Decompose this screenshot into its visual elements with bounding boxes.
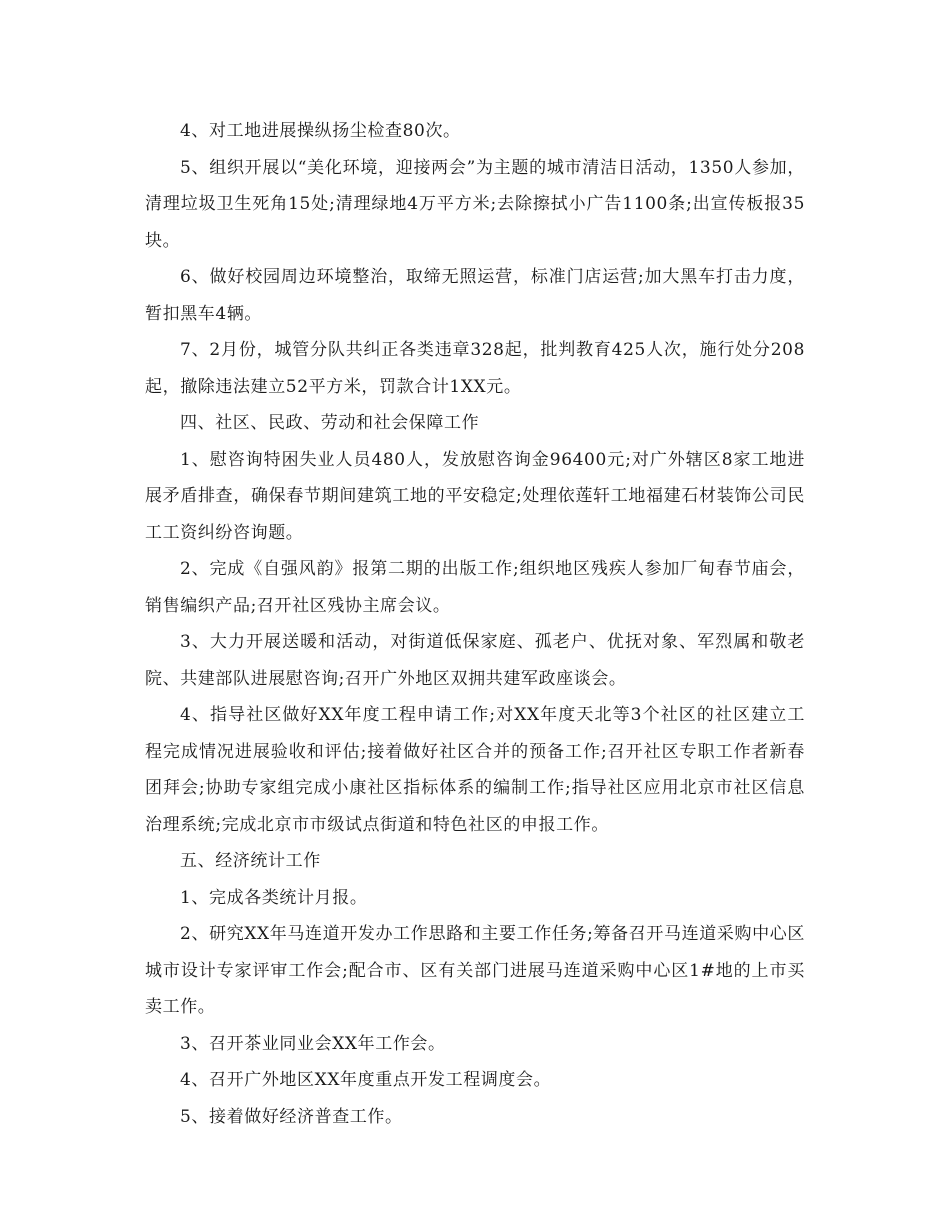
paragraph-item-4-dust-check: 4、对工地进展操纵扬尘检查80次。 [180,121,461,141]
document-body [145,113,805,1135]
section-heading-community: 四、社区、民政、劳动和社会保障工作 [180,413,480,433]
paragraph-item-7-enforcement: 7、2月份，城管分队共纠正各类违章328起，批判教育425人次，施行处分208起，撤除违法建立52平方米，罚款合计1XX元。 [145,340,805,397]
paragraph-community-2: 2、完成《自强风韵》报第二期的出版工作;组织地区残疾人参加厂甸春节庙会，销售编织产品;召开社区残协主席会议。 [145,559,805,616]
paragraph-economy-5: 5、接着做好经济普查工作。 [180,1106,403,1127]
paragraph-community-4: 4、指导社区做好XX年度工程申请工作;对XX年度天北等3个社区的社区建立工程完成情况进展验收和评估;接着做好社区合并的预备工作;召开社区专职工作者新春团拜会;协助专家组完成小康社区指标体系的编制工作;指导社区应用北京市社区信息治理系统;完成北京市市级试点街道和特色社区的申报工作。 [145,705,805,835]
section-heading-economy: 五、经济统计工作 [180,851,321,871]
paragraph-economy-4: 4、召开广外地区XX年度重点开发工程调度会。 [180,1070,552,1090]
paragraph-economy-1: 1、完成各类统计月报。 [180,887,368,908]
paragraph-community-1: 1、慰咨询特困失业人员480人，发放慰咨询金96400元;对广外辖区8家工地进展矛盾排查，确保春节期间建筑工地的平安稳定;处理依莲轩工地福建石材装饰公司民工工资纠纷咨询题。 [145,449,805,543]
paragraph-community-3: 3、大力开展送暖和活动，对街道低保家庭、孤老户、优抚对象、军烈属和敬老院、共建部队进展慰咨询;召开广外地区双拥共建军政座谈会。 [145,632,805,689]
paragraph-item-5-clean-day: 5、组织开展以“美化环境，迎接两会”为主题的城市清洁日活动，1350人参加，清理垃圾卫生死角15处;清理绿地4万平方米;去除擦拭小广告1100条;出宣传板报35块。 [145,157,805,251]
paragraph-economy-3: 3、召开茶业同业会XX年工作会。 [180,1033,446,1054]
paragraph-item-6-campus: 6、做好校园周边环境整治，取缔无照运营，标准门店运营;加大黑车打击力度，暂扣黑车4辆。 [145,267,805,324]
paragraph-economy-2: 2、研究XX年马连道开发办工作思路和主要工作任务;筹备召开马连道采购中心区城市设计专家评审工作会;配合市、区有关部门进展马连道采购中心区1#地的上市买卖工作。 [145,924,805,1017]
